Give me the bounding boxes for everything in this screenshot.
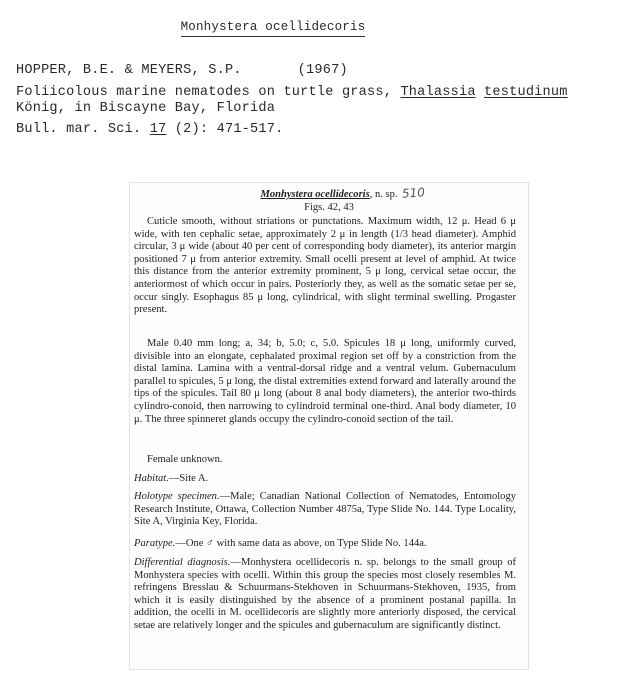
habitat-paragraph <box>134 473 516 486</box>
paratype-paragraph <box>134 538 516 551</box>
journal-pages: (2): 471-517. <box>166 122 284 137</box>
pasted-clipping <box>129 182 529 670</box>
host-species: testudinum <box>484 85 568 100</box>
clipping-species-name: Monhystera ocellidecoris <box>260 189 370 200</box>
male-description-paragraph: Male 0.40 mm long; a, 34; b, 5.0; c, 5.0. Spicules 18 μ long, uniformly curved, divisible into an elongate, cephalated proximal region set off by a constriction from the distal lamina. Lamina with a ventral-dorsal ridge and a ventral velum. Gubernaculum parallel to spicules, 5 μ long, the distal extremities extend forward and laterally around the tips of the spicules. Tail 80 μ long (about 8 anal body diameters), the anterior two-thirds cylindro-conoid, then narrowing to cylindroid terminal one-third. Anal body diameter, 10 μ. The three spinneret glands occupy the cylindro-conoid section of the tail. <box>134 338 516 425</box>
paratype-label: Paratype. <box>134 538 176 549</box>
description-paragraph: Cuticle smooth, without striations or punctations. Maximum width, 12 μ. Head 6 μ wide, with ten cephalic setae, approximately 2 μ in length (1/3 head diameter). Amphid circular, 3 μ wide (about 40 per cent of corresponding body diameter), its anterior margin positioned 7 μ from anterior extremity. Small ocelli present at level of amphid. At twice this distance from the anterior extremity prominent, 5 μ long, cervical setae occur, the anteriormost of which occur in pairs. Posteriorly they, as well as the somatic setae per se, occur singly. Esophagus 85 μ long, cylindrical, with slight terminal swelling. Progaster present. <box>134 216 516 316</box>
reference-title-text: Foliicolous marine nematodes on turtle grass, <box>16 85 401 100</box>
host-genus: Thalassia <box>400 85 476 100</box>
habitat-text: —Site A. <box>168 473 209 484</box>
handwritten-page-number: 510 <box>401 185 426 201</box>
female-note: Female unknown. <box>147 454 223 465</box>
differential-diagnosis-label: Differential diagnosis. <box>134 557 231 568</box>
habitat-label: Habitat. <box>134 473 169 484</box>
reference-title-line-2: König, in Biscayne Bay, Florida <box>16 101 276 116</box>
differential-diagnosis-text: —Monhystera ocellidecoris n. sp. belongs to the small group of Monhystera species with ocelli. Within this group the species most closely resembles M. refringens Bresslau & Schuurmans-Stekhoven in Schuurmans-Stekhoven, 1935, from which it is easily distinguished by the absence of a prominent postanal papilla. In addition, the ocelli in M. ocellidecoris are slightly more anteriorly disposed, the cervical setae are relatively longer and the spicules and gubernaculum are significantly distinct. <box>134 557 517 631</box>
species-name-heading: Monhystera ocellidecoris <box>181 20 366 37</box>
holotype-paragraph <box>134 491 516 529</box>
reference-title-line-1 <box>16 85 568 100</box>
holotype-text: —Male; Canadian National Collection of Nematodes, Entomology Research Institute, Ottawa, Collection Number 4875a, Type Slide No. 144. Type Locality, Site A, Virginia Key, Florida. <box>134 491 516 528</box>
differential-diagnosis-paragraph <box>134 557 516 633</box>
clipping-species-heading <box>130 189 528 202</box>
paratype-text: —One ♂ with same data as above, on Type Slide No. 144a. <box>175 538 427 549</box>
card-title <box>173 20 373 34</box>
journal-volume: 17 <box>149 122 167 137</box>
figure-reference: Figs. 42, 43 <box>304 202 354 213</box>
journal-citation <box>16 122 283 137</box>
reference-authors: HOPPER, B.E. & MEYERS, S.P. <box>16 63 242 78</box>
journal-name: Bull. mar. Sci. <box>16 122 150 137</box>
clipping-species-suffix: , n. sp. <box>369 189 398 200</box>
reference-year: (1967) <box>297 63 348 78</box>
reference-author-line <box>16 63 348 78</box>
holotype-label: Holotype specimen. <box>134 491 220 502</box>
